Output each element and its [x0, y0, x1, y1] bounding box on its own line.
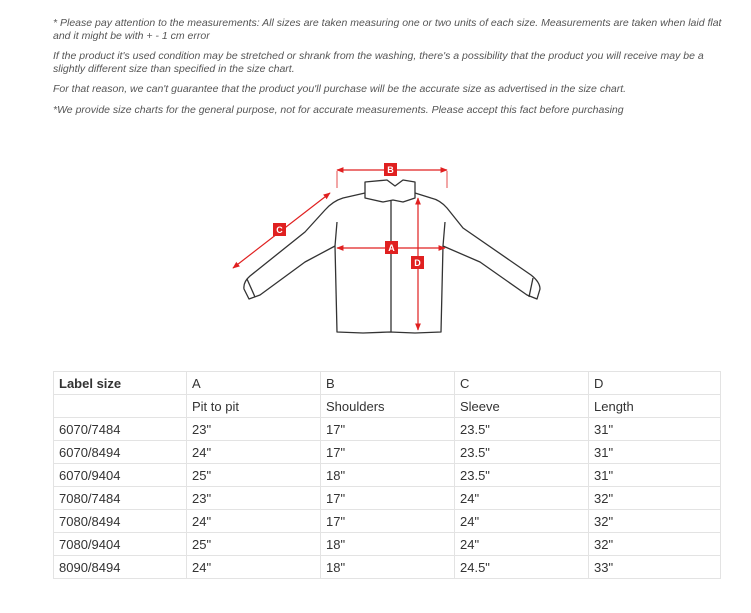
- subheader-cell: [54, 395, 187, 418]
- table-row: [54, 510, 721, 533]
- table-row: [54, 441, 721, 464]
- subheader-sleeve: Sleeve: [455, 395, 589, 418]
- cell-label-size: 7080/7484: [54, 487, 187, 510]
- cell-d: 32": [589, 510, 721, 533]
- header-a: A: [187, 372, 321, 395]
- note-used-condition: If the product it's used condition may be stretched or shrank from the washing, there's a possibility that the product you will receive may be a slightly different size than specified in the size chart.: [53, 50, 704, 75]
- cell-a: 23": [187, 418, 321, 441]
- note-measurement-error: * Please pay attention to the measurements: All sizes are taken measuring one or two units of each size. Measurements are taken when laid flat and it might be with + - 1 cm error: [53, 17, 722, 42]
- cell-c: 24.5": [455, 556, 589, 579]
- cell-a: 25": [187, 464, 321, 487]
- jacket-collar: [365, 180, 415, 202]
- header-b: B: [321, 372, 455, 395]
- cell-d: 31": [589, 464, 721, 487]
- cell-b: 17": [321, 441, 455, 464]
- cell-d: 31": [589, 441, 721, 464]
- cell-a: 25": [187, 533, 321, 556]
- marker-a: A: [388, 243, 395, 253]
- cell-label-size: 6070/8494: [54, 441, 187, 464]
- cell-b: 18": [321, 556, 455, 579]
- cell-d: 32": [589, 533, 721, 556]
- table-row: [54, 556, 721, 579]
- header-c: C: [455, 372, 589, 395]
- jacket-outline: [244, 180, 540, 333]
- cell-c: 24": [455, 487, 589, 510]
- header-d: D: [589, 372, 721, 395]
- table-subheader-row: [54, 395, 721, 418]
- subheader-shoulders: Shoulders: [321, 395, 455, 418]
- table-header-row: [54, 372, 721, 395]
- cell-a: 24": [187, 556, 321, 579]
- cell-b: 18": [321, 533, 455, 556]
- table-row: [54, 464, 721, 487]
- table-row: [54, 487, 721, 510]
- cell-c: 24": [455, 510, 589, 533]
- note-general-purpose: *We provide size charts for the general purpose, not for accurate measurements. Please accept this fact before purchasing: [53, 103, 624, 116]
- marker-c: C: [276, 225, 283, 235]
- size-chart-table: [53, 371, 721, 579]
- cell-d: 31": [589, 418, 721, 441]
- cell-b: 17": [321, 487, 455, 510]
- marker-b: B: [387, 165, 394, 175]
- cell-c: 24": [455, 533, 589, 556]
- jacket-body: [244, 193, 540, 333]
- cell-b: 17": [321, 418, 455, 441]
- cell-a: 24": [187, 441, 321, 464]
- measurement-notes: [53, 17, 723, 124]
- cell-label-size: 8090/8494: [54, 556, 187, 579]
- cell-c: 23.5": [455, 418, 589, 441]
- cell-b: 18": [321, 464, 455, 487]
- cell-d: 32": [589, 487, 721, 510]
- header-label-size: Label size: [54, 372, 187, 395]
- cell-b: 17": [321, 510, 455, 533]
- note-no-guarantee: For that reason, we can't guarantee that the product you'll purchase will be the accurate size as advertised in the size chart.: [53, 83, 627, 95]
- cell-c: 23.5": [455, 464, 589, 487]
- table-row: [54, 418, 721, 441]
- cell-label-size: 6070/7484: [54, 418, 187, 441]
- cell-label-size: 6070/9404: [54, 464, 187, 487]
- cell-a: 23": [187, 487, 321, 510]
- table-row: [54, 533, 721, 556]
- cell-label-size: 7080/8494: [54, 510, 187, 533]
- subheader-pit-to-pit: Pit to pit: [187, 395, 321, 418]
- marker-d: D: [414, 258, 421, 268]
- cell-label-size: 7080/9404: [54, 533, 187, 556]
- subheader-length: Length: [589, 395, 721, 418]
- cell-c: 23.5": [455, 441, 589, 464]
- cell-a: 24": [187, 510, 321, 533]
- cell-d: 33": [589, 556, 721, 579]
- jacket-measurement-diagram: [225, 158, 555, 344]
